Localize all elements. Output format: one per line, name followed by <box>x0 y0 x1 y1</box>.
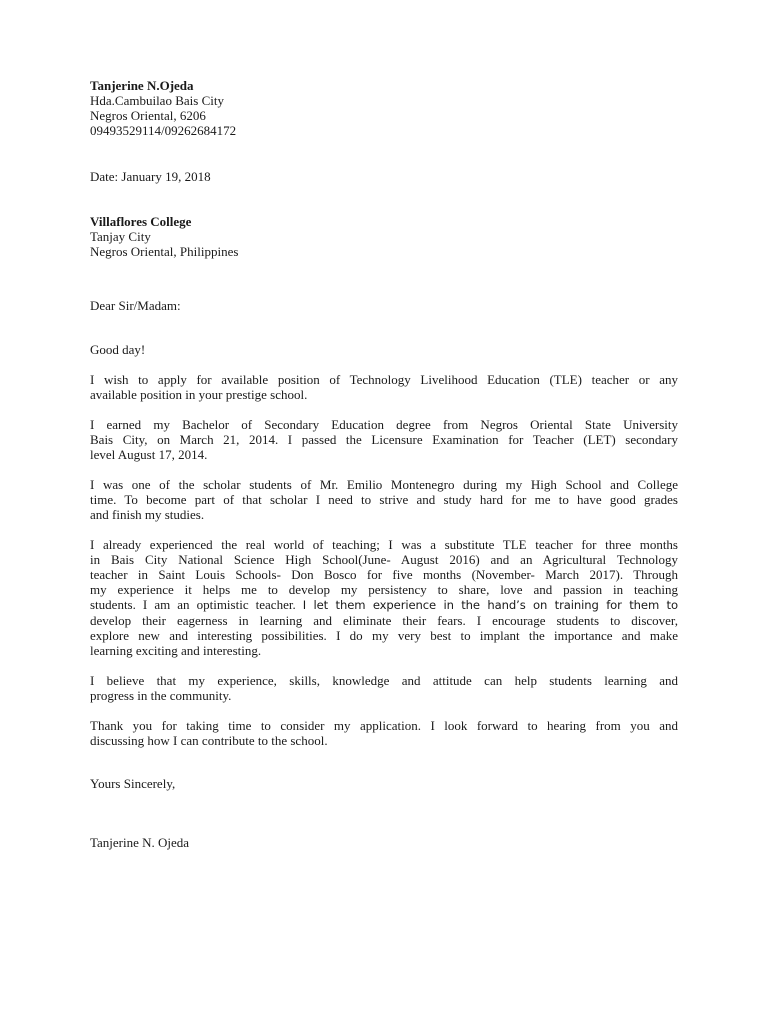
sender-address-line-2: Negros Oriental, 6206 <box>90 108 206 123</box>
sender-phone: 09493529114/09262684172 <box>90 123 237 138</box>
paragraph-6 <box>90 718 678 748</box>
closing: Yours Sincerely, <box>90 776 176 791</box>
paragraph-line-part: I let them experience in the hand’s on training for them to <box>302 598 678 612</box>
paragraph-line: I earned my Bachelor of Secondary Education degree from Negros Oriental State University <box>90 417 678 432</box>
paragraph-line: Bais City, on March 21, 2014. I passed the Licensure Examination for Teacher (LET) secondary <box>90 432 678 447</box>
paragraph-1 <box>90 372 678 402</box>
paragraph-line: teacher in Saint Louis Schools- Don Bosco for five months (November- March 2017). Through <box>90 567 678 582</box>
paragraph-line: time. To become part of that scholar I need to strive and study hard for me to have good grades <box>90 492 678 507</box>
paragraph-line: I wish to apply for available position of Technology Livelihood Education (TLE) teacher or any <box>90 372 678 387</box>
letter-page <box>90 78 678 850</box>
sender-block <box>90 78 678 138</box>
paragraph-line: learning exciting and interesting. <box>90 643 262 658</box>
paragraph-line: and finish my studies. <box>90 507 205 522</box>
signature-name: Tanjerine N. Ojeda <box>90 835 190 850</box>
date-line: Date: January 19, 2018 <box>90 169 211 184</box>
paragraph-line: my experience it helps me to develop my persistency to share, love and passion in teaching <box>90 582 678 597</box>
paragraph-5 <box>90 673 678 703</box>
paragraph-line: level August 17, 2014. <box>90 447 208 462</box>
paragraph-line: develop their eagerness in learning and eliminate their fears. I encourage students to discover, <box>90 613 678 628</box>
salutation: Dear Sir/Madam: <box>90 298 181 313</box>
recipient-city: Tanjay City <box>90 229 151 244</box>
paragraph-line: available position in your prestige school. <box>90 387 308 402</box>
recipient-block <box>90 214 678 259</box>
recipient-region: Negros Oriental, Philippines <box>90 244 239 259</box>
greeting: Good day! <box>90 342 146 357</box>
paragraph-line: I already experienced the real world of teaching; I was a substitute TLE teacher for three months <box>90 537 678 552</box>
paragraph-line: in Bais City National Science High School(June- August 2016) and an Agricultural Technology <box>90 552 678 567</box>
paragraph-3 <box>90 477 678 522</box>
paragraph-line <box>90 597 678 613</box>
paragraph-line: progress in the community. <box>90 688 232 703</box>
paragraph-line: discussing how I can contribute to the school. <box>90 733 328 748</box>
sender-name: Tanjerine N.Ojeda <box>90 78 194 93</box>
recipient-name: Villaflores College <box>90 214 192 229</box>
paragraph-4 <box>90 537 678 658</box>
paragraph-2 <box>90 417 678 462</box>
sender-address-line-1: Hda.Cambuilao Bais City <box>90 93 224 108</box>
paragraph-line: I was one of the scholar students of Mr. Emilio Montenegro during my High School and College <box>90 477 678 492</box>
paragraph-line-part: students. I am an optimistic teacher. <box>90 597 303 612</box>
paragraph-line: Thank you for taking time to consider my application. I look forward to hearing from you and <box>90 718 678 733</box>
paragraph-line: explore new and interesting possibilities. I do my very best to implant the importance and make <box>90 628 678 643</box>
paragraph-line: I believe that my experience, skills, knowledge and attitude can help students learning and <box>90 673 678 688</box>
